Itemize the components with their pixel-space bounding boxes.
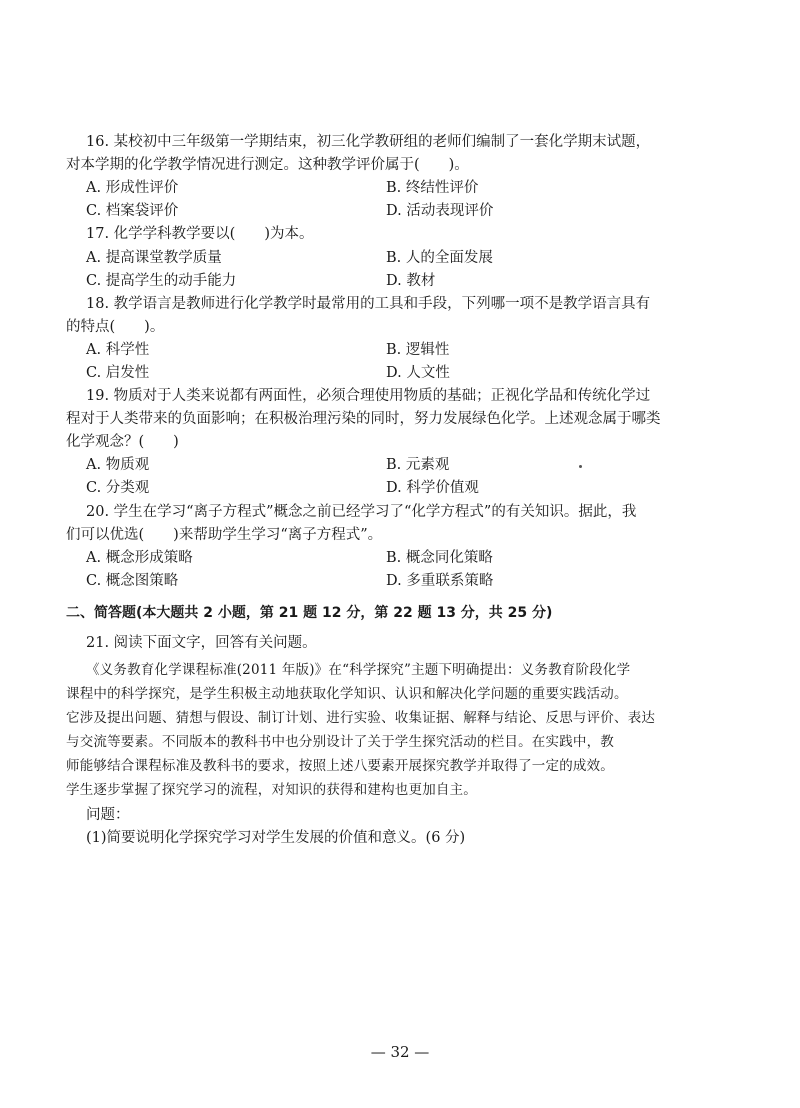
q21-passage-line4: 与交流等要素。不同版本的教科书中也分别设计了关于学生探究活动的栏目。在实践中，教 xyxy=(66,734,614,750)
q18-option-d: D. 人文性 xyxy=(386,365,450,381)
q16-stem-line1: 16. 某校初中三年级第一学期结束，初三化学教研组的老师们编制了一套化学期末试题， xyxy=(86,134,651,150)
q20-option-c: C. 概念图策略 xyxy=(86,573,179,589)
q16-option-c: C. 档案袋评价 xyxy=(86,203,179,219)
q17-stem-line1: 17. 化学学科教学要以( )为本。 xyxy=(86,226,314,242)
q21-subquestion-1: (1)简要说明化学探究学习对学生发展的价值和意义。(6 分) xyxy=(86,830,466,846)
q16-option-d: D. 活动表现评价 xyxy=(386,203,494,219)
q19-option-c: C. 分类观 xyxy=(86,480,150,496)
scan-speck xyxy=(579,465,582,468)
q16-option-a: A. 形成性评价 xyxy=(86,180,179,196)
q19-stem-line3: 化学观念？( ) xyxy=(66,434,179,450)
q19-option-b: B. 元素观 xyxy=(386,457,450,473)
q21-passage-line2: 课程中的科学探究，是学生积极主动地获取化学知识、认识和解决化学问题的重要实践活动。 xyxy=(66,686,628,702)
q21-passage-line5: 师能够结合课程标准及教科书的要求，按照上述八要素开展探究教学并取得了一定的成效。 xyxy=(66,758,614,774)
q18-stem-line2: 的特点( )。 xyxy=(66,319,165,335)
q20-option-d: D. 多重联系策略 xyxy=(386,573,494,589)
page-number: — 32 — xyxy=(370,1043,430,1061)
q21-passage-line3: 它涉及提出问题、猜想与假设、制订计划、进行实验、收集证据、解释与结论、反思与评价、表达 xyxy=(66,710,656,726)
q18-stem-line1: 18. 教学语言是教师进行化学教学时最常用的工具和手段，下列哪一项不是教学语言具有 xyxy=(86,296,651,312)
q20-option-a: A. 概念形成策略 xyxy=(86,550,193,566)
q19-stem-line2: 程对于人类带来的负面影响；在积极治理污染的同时，努力发展绿色化学。上述观念属于哪类 xyxy=(66,411,661,427)
q18-option-b: B. 逻辑性 xyxy=(386,342,450,358)
q18-option-c: C. 启发性 xyxy=(86,365,150,381)
q21-intro: 21. 阅读下面文字，回答有关问题。 xyxy=(86,635,317,651)
q17-option-b: B. 人的全面发展 xyxy=(386,250,493,266)
q19-option-a: A. 物质观 xyxy=(86,457,150,473)
q17-option-c: C. 提高学生的动手能力 xyxy=(86,273,237,289)
q19-stem-line1: 19. 物质对于人类来说都有两面性，必须合理使用物质的基础；正视化学品和传统化学过 xyxy=(86,388,651,404)
q18-option-a: A. 科学性 xyxy=(86,342,150,358)
q21-passage-line6: 学生逐步掌握了探究学习的流程，对知识的获得和建构也更加自主。 xyxy=(66,782,477,798)
section-heading: 二、简答题(本大题共 2 小题，第 21 题 12 分，第 22 题 13 分，共 25 分) xyxy=(66,605,553,621)
q20-stem-line2: 们可以优选( )来帮助学生学习“离子方程式”。 xyxy=(66,527,383,543)
q20-stem-line1: 20. 学生在学习“离子方程式”概念之前已经学习了“化学方程式”的有关知识。据此，我 xyxy=(86,504,637,520)
q17-option-d: D. 教材 xyxy=(386,273,436,289)
q21-passage-line1: 《义务教育化学课程标准(2011 年版)》在“科学探究”主题下明确提出：义务教育阶段化学 xyxy=(86,662,631,678)
q17-option-a: A. 提高课堂教学质量 xyxy=(86,250,222,266)
q20-option-b: B. 概念同化策略 xyxy=(386,550,493,566)
q16-option-b: B. 终结性评价 xyxy=(386,180,479,196)
q19-option-d: D. 科学价值观 xyxy=(386,480,479,496)
q21-question-label: 问题： xyxy=(86,807,130,823)
q16-stem-line2: 对本学期的化学教学情况进行测定。这种教学评价属于( )。 xyxy=(66,157,469,173)
